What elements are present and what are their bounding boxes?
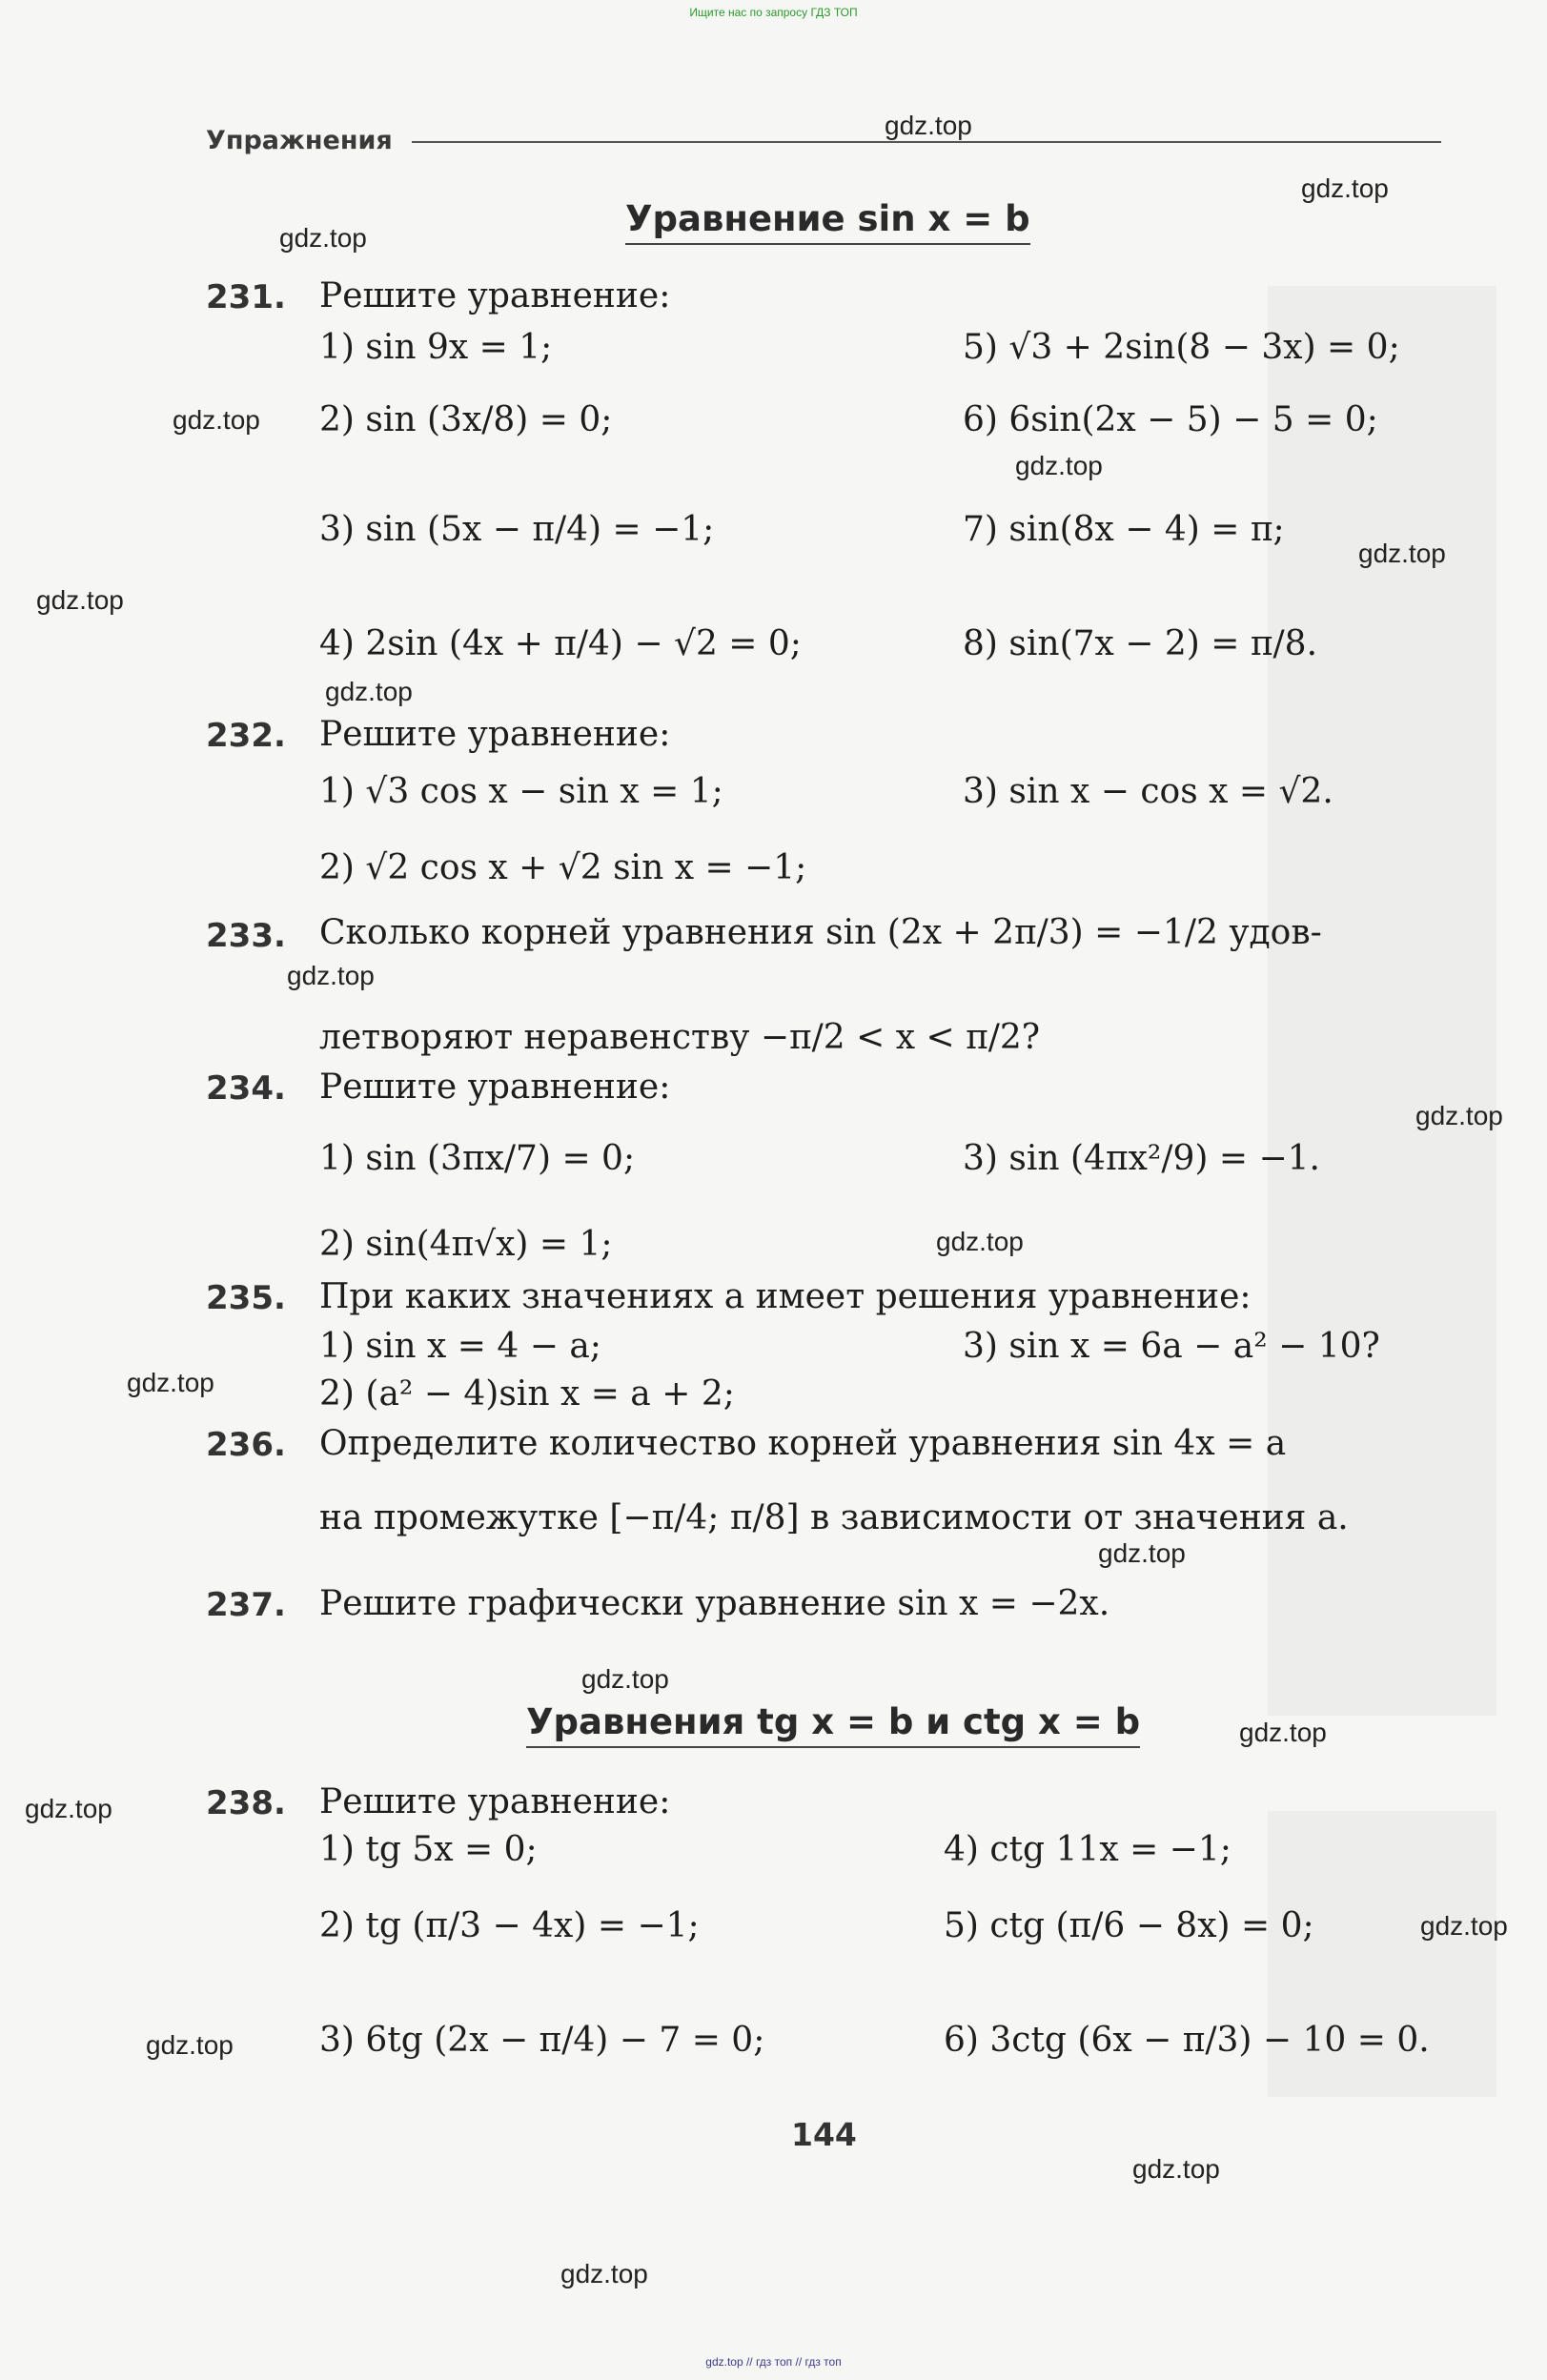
- exercise-item: 6) 6sin(2x − 5) − 5 = 0;: [963, 400, 1378, 439]
- watermark: gdz.top: [146, 2030, 234, 2060]
- watermark: gdz.top: [1239, 1718, 1327, 1747]
- exercise-item: 4) 2sin (4x + π/4) − √2 = 0;: [319, 624, 802, 663]
- exercise-item: 1) tg 5x = 0;: [319, 1830, 538, 1869]
- exercise-item: 5) √3 + 2sin(8 − 3x) = 0;: [963, 328, 1400, 367]
- watermark: gdz.top: [25, 1794, 112, 1823]
- watermark: gdz.top: [1420, 1911, 1508, 1941]
- exercise-number: 238.: [206, 1784, 286, 1822]
- exercise-text: летворяют неравенству −π/2 < x < π/2?: [319, 1018, 1041, 1057]
- watermark: gdz.top: [560, 2259, 648, 2288]
- exercise-item: 2) sin (3x/8) = 0;: [319, 400, 613, 439]
- watermark: gdz.top: [581, 1664, 669, 1694]
- exercise-item: 3) 6tg (2x − π/4) − 7 = 0;: [319, 2021, 765, 2060]
- page-number: 144: [791, 2116, 857, 2153]
- watermark: gdz.top: [936, 1227, 1024, 1256]
- watermark: gdz.top: [885, 111, 972, 140]
- exercise-item: 2) √2 cos x + √2 sin x = −1;: [319, 848, 807, 887]
- exercise-number: 236.: [206, 1426, 286, 1464]
- exercise-item: 8) sin(7x − 2) = π/8.: [963, 624, 1318, 663]
- exercise-item: 3) sin (4πx²/9) = −1.: [963, 1139, 1320, 1178]
- section-title-tg-ctg: Уравнения tg x = b и ctg x = b: [526, 1701, 1140, 1748]
- exercise-item: 6) 3ctg (6x − π/3) − 10 = 0.: [944, 2021, 1430, 2060]
- watermark: gdz.top: [1015, 451, 1103, 480]
- watermark: gdz.top: [325, 677, 413, 706]
- exercise-number: 235.: [206, 1279, 286, 1317]
- watermark: gdz.top: [36, 585, 124, 615]
- exercise-prompt: При каких значениях a имеет решения уравнение:: [319, 1277, 1252, 1316]
- exercise-text: Сколько корней уравнения sin (2x + 2π/3) = −1/2 удов-: [319, 913, 1322, 952]
- exercise-number: 233.: [206, 917, 286, 955]
- watermark: gdz.top: [1132, 2154, 1220, 2184]
- watermark: gdz.top: [1358, 539, 1446, 568]
- exercise-item: 1) sin x = 4 − a;: [319, 1327, 601, 1366]
- watermark: gdz.top: [287, 961, 375, 990]
- watermark: gdz.top: [1098, 1538, 1186, 1568]
- exercise-item: 5) ctg (π/6 − 8x) = 0;: [944, 1906, 1314, 1945]
- watermark: gdz.top: [1415, 1101, 1503, 1130]
- exercise-prompt: Решите уравнение:: [319, 276, 671, 315]
- exercise-item: 1) sin (3πx/7) = 0;: [319, 1139, 636, 1178]
- exercise-prompt: Решите уравнение:: [319, 1782, 671, 1821]
- exercise-item: 4) ctg 11x = −1;: [944, 1830, 1231, 1869]
- exercise-text: Решите графически уравнение sin x = −2x.: [319, 1584, 1110, 1623]
- exercise-item: 2) sin(4π√x) = 1;: [319, 1225, 613, 1264]
- section-header: Упражнения: [206, 126, 393, 155]
- watermark: gdz.top: [279, 223, 367, 253]
- header-rule: [412, 141, 1441, 143]
- bottom-banner[interactable]: gdz.top // гдз топ // гдз топ: [705, 2355, 842, 2369]
- watermark: gdz.top: [1301, 173, 1389, 203]
- exercise-item: 3) sin x − cos x = √2.: [963, 772, 1333, 811]
- section-title-sin: Уравнение sin x = b: [625, 198, 1030, 245]
- exercise-number: 231.: [206, 278, 286, 316]
- watermark: gdz.top: [173, 405, 260, 435]
- watermark: gdz.top: [127, 1368, 214, 1397]
- exercise-item: 1) √3 cos x − sin x = 1;: [319, 772, 723, 811]
- exercise-item: 2) (a² − 4)sin x = a + 2;: [319, 1374, 735, 1414]
- exercise-prompt: Решите уравнение:: [319, 1068, 671, 1107]
- top-banner[interactable]: Ищите нас по запросу ГДЗ ТОП: [689, 6, 858, 19]
- exercise-item: 7) sin(8x − 4) = π;: [963, 510, 1285, 549]
- exercise-item: 2) tg (π/3 − 4x) = −1;: [319, 1906, 700, 1945]
- exercise-item: 3) sin x = 6a − a² − 10?: [963, 1327, 1380, 1366]
- exercise-text: на промежутке [−π/4; π/8] в зависимости от значения a.: [319, 1498, 1349, 1537]
- exercise-text: Определите количество корней уравнения sin 4x = a: [319, 1424, 1287, 1463]
- exercise-number: 232.: [206, 717, 286, 755]
- exercise-number: 237.: [206, 1586, 286, 1624]
- exercise-prompt: Решите уравнение:: [319, 715, 671, 754]
- exercise-item: 1) sin 9x = 1;: [319, 328, 553, 367]
- exercise-item: 3) sin (5x − π/4) = −1;: [319, 510, 715, 549]
- exercise-number: 234.: [206, 1069, 286, 1108]
